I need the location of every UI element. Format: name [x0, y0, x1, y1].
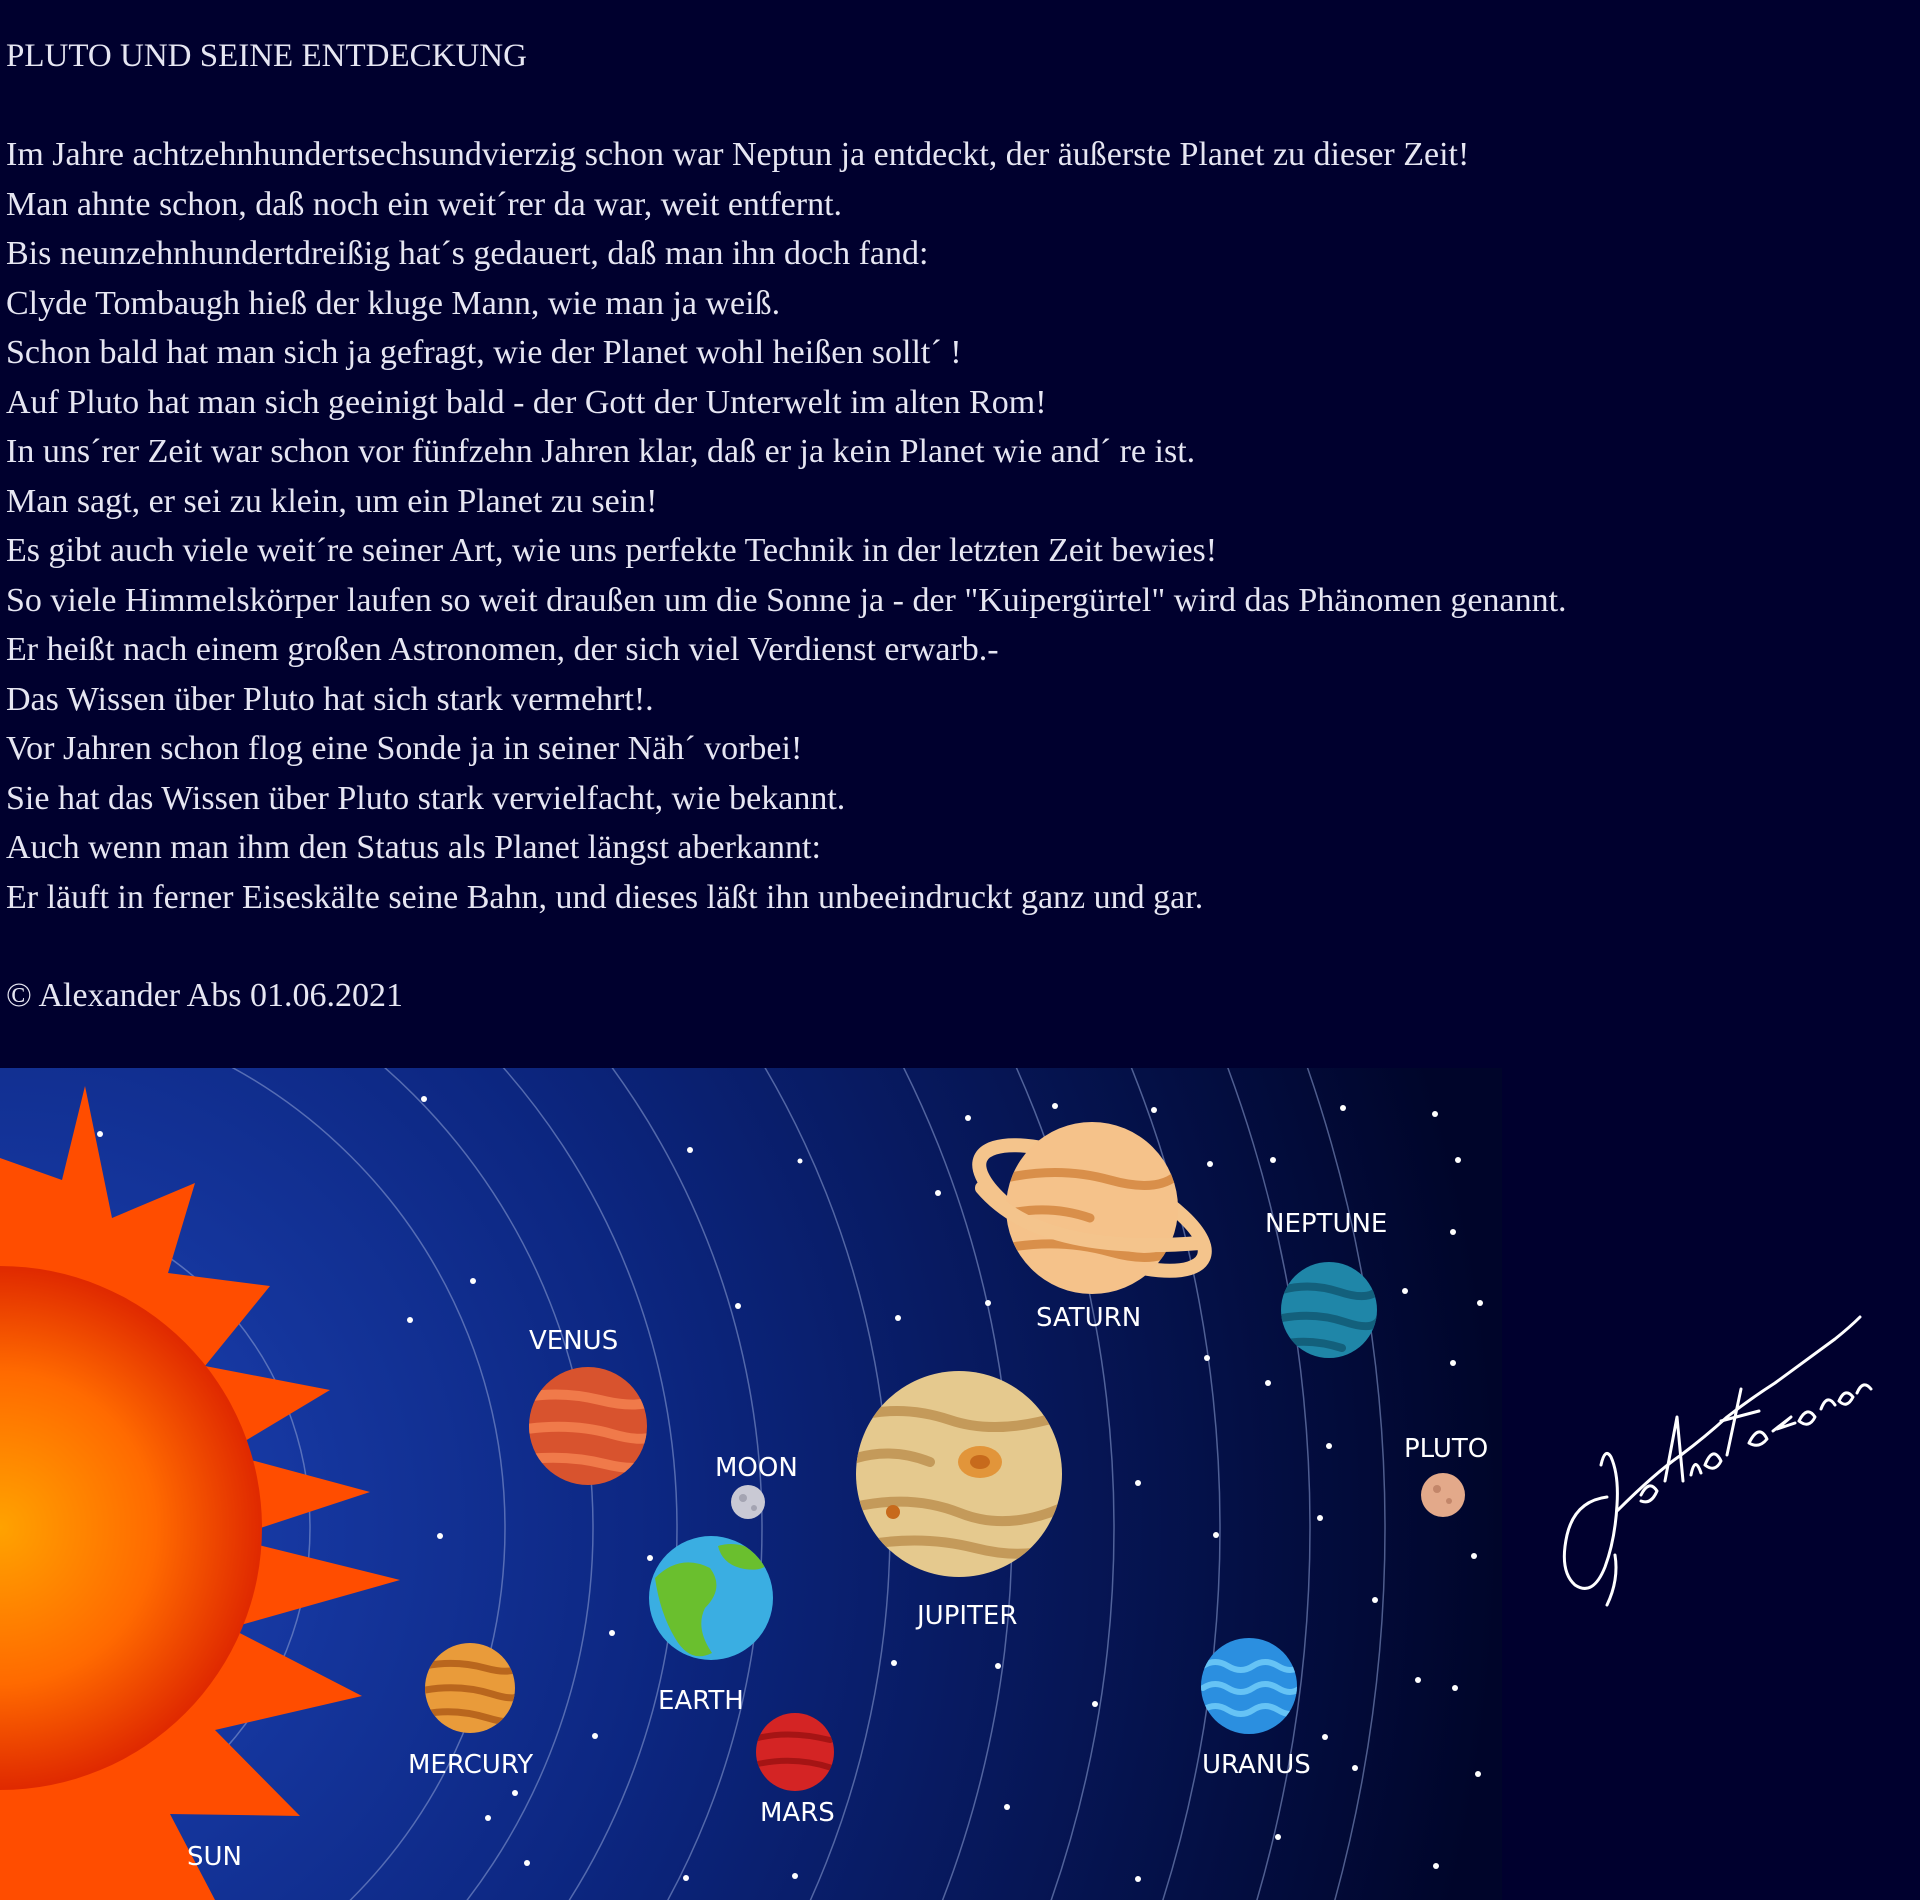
poem-line: Bis neunzehnhundertdreißig hat´s gedauert, daß man ihn doch fand:: [6, 235, 929, 272]
poem-line: Clyde Tombaugh hieß der kluge Mann, wie man ja weiß.: [6, 284, 781, 322]
label-mercury: MERCURY: [408, 1750, 534, 1780]
poem-line: Er läuft in ferner Eiseskälte seine Bahn, und dieses läßt ihn unbeeindruckt ganz und gar.: [6, 878, 1204, 916]
label-sun: SUN: [187, 1842, 242, 1872]
poem-body: [6, 130, 1916, 922]
poem-line: Schon bald hat man sich ja gefragt, wie der Planet wohl heißen sollt´ !: [6, 334, 962, 371]
poem-line: So viele Himmelskörper laufen so weit draußen um die Sonne ja - der "Kuipergürtel" wird das Phänomen genannt.: [6, 581, 1567, 619]
signature-logo: [1545, 1305, 1885, 1635]
pluto-icon: [1421, 1473, 1465, 1517]
poem-line: Auch wenn man ihm den Status als Planet längst aberkannt:: [6, 829, 821, 866]
poem-line: Auf Pluto hat man sich geeinigt bald - der Gott der Unterwelt im alten Rom!: [6, 383, 1047, 421]
label-earth: EARTH: [658, 1686, 744, 1716]
poem-line: Es gibt auch viele weit´re seiner Art, wie uns perfekte Technik in der letzten Zeit bewies!: [6, 532, 1218, 569]
label-uranus: URANUS: [1202, 1750, 1311, 1780]
label-mars: MARS: [760, 1798, 835, 1828]
label-venus: VENUS: [529, 1326, 619, 1356]
poem-line: Man ahnte schon, daß noch ein weit´rer da war, weit entfernt.: [6, 185, 843, 223]
poem-line: Vor Jahren schon flog eine Sonde ja in seiner Näh´ vorbei!: [6, 730, 803, 767]
label-saturn: SATURN: [1036, 1303, 1142, 1333]
poem-line: In uns´rer Zeit war schon vor fünfzehn Jahren klar, daß er ja kein Planet wie and´ re ist.: [6, 433, 1196, 470]
poem-line: Man sagt, er sei zu klein, um ein Planet zu sein!: [6, 482, 658, 520]
mars-icon: [756, 1713, 834, 1791]
label-pluto: PLUTO: [1404, 1434, 1489, 1464]
poem-line: Sie hat das Wissen über Pluto stark vervielfacht, wie bekannt.: [6, 779, 846, 817]
label-jupiter: JUPITER: [917, 1601, 1018, 1631]
moon-icon: [731, 1485, 765, 1519]
poem-line: Im Jahre achtzehnhundertsechsundvierzig schon war Neptun ja entdeckt, der äußerste Planet zu dieser Zeit!: [6, 136, 1470, 173]
poem-title: PLUTO UND SEINE ENTDECKUNG: [6, 38, 527, 74]
label-neptune: NEPTUNE: [1265, 1209, 1388, 1239]
solar-system-illustration: [0, 1068, 1502, 1900]
poem: [6, 32, 1916, 1021]
copyright-notice: © Alexander Abs 01.06.2021: [6, 977, 403, 1014]
poem-line: Das Wissen über Pluto hat sich stark vermehrt!.: [6, 680, 654, 718]
label-moon: MOON: [715, 1453, 798, 1483]
poem-line: Er heißt nach einem großen Astronomen, der sich viel Verdienst erwarb.-: [6, 631, 999, 668]
earth-icon: [649, 1536, 773, 1660]
